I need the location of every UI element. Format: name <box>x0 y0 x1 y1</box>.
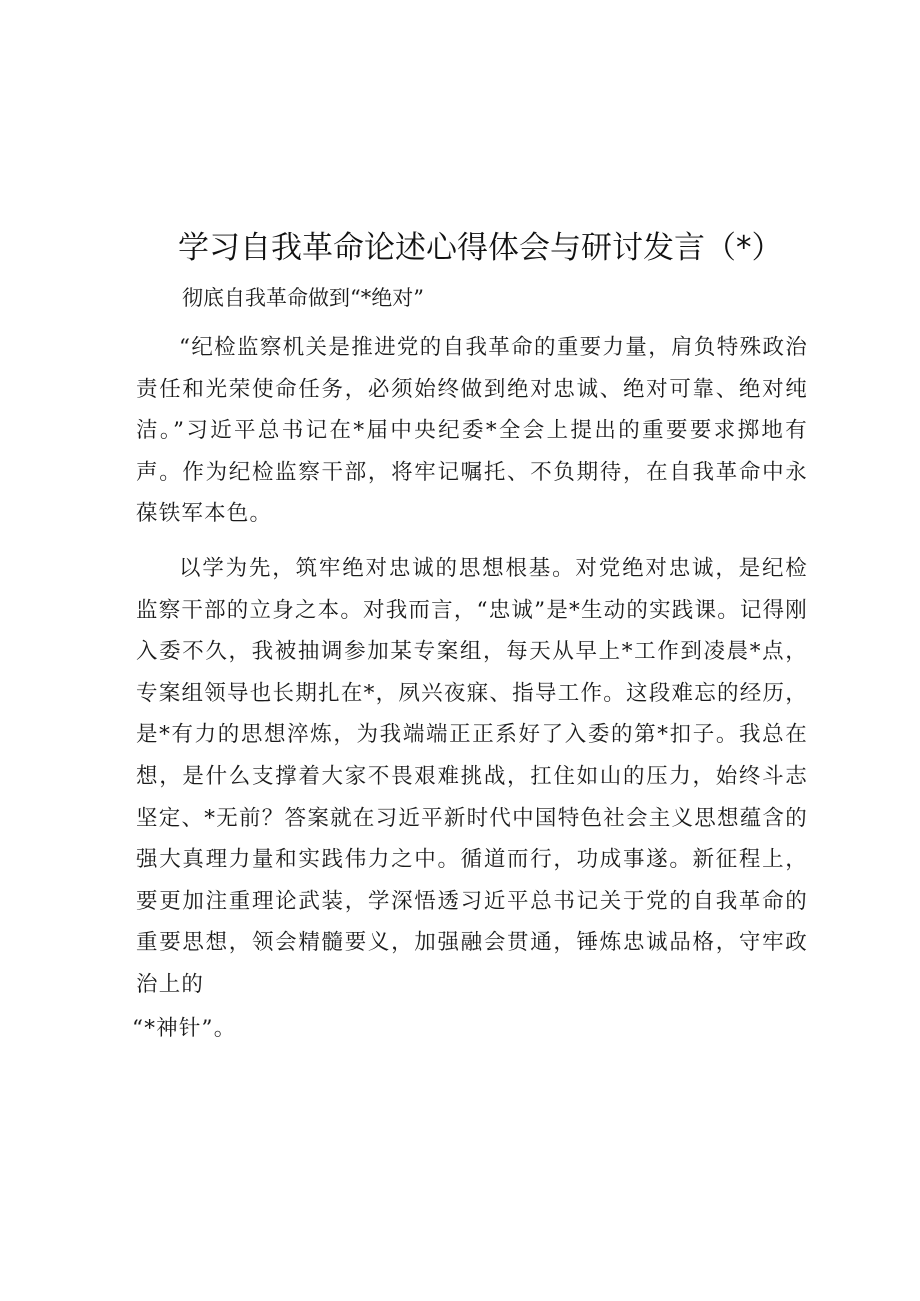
paragraph-loyalty: 以学为先，筑牢绝对忠诚的思想根基。对党绝对忠诚，是纪检监察干部的立身之本。对我而言，“忠诚”是*生动的实践课。记得刚入委不久，我被抽调参加某专案组，每天从早上*工作到凌晨*点，专案组领导也长期扎在*，夙兴夜寐、指导工作。这段难忘的经历，是*有力的思想淬炼，为我端端正正系好了入委的第*扣子。我总在想，是什么支撑着大家不畏艰难挑战，扛住如山的压力，始终斗志坚定、*无前？答案就在习近平新时代中国特色社会主义思想蕴含的强大真理力量和实践伟力之中。循道而行，功成事遂。新征程上，要更加注重理论武装，学深悟透习近平总书记关于党的自我革命的重要思想，领会精髓要义，加强融会贯通，锤炼忠诚品格，守牢政治上的 <box>136 556 808 997</box>
paragraph-intro: “纪检监察机关是推进党的自我革命的重要力量，肩负特殊政治责任和光荣使命任务，必须始终做到绝对忠诚、绝对可靠、绝对纯洁。”习近平总书记在*届中央纪委*全会上提出的重要要求掷地有声。作为纪检监察干部，将牢记嘱托、不负期待，在自我革命中永葆铁军本色。 <box>136 335 808 527</box>
paragraph-tail: “*神针”。 <box>132 1016 237 1041</box>
document-subtitle: 彻底自我革命做到“*绝对” <box>182 286 424 310</box>
document-title: 学习自我革命论述心得体会与研讨发言（*） <box>178 230 783 266</box>
